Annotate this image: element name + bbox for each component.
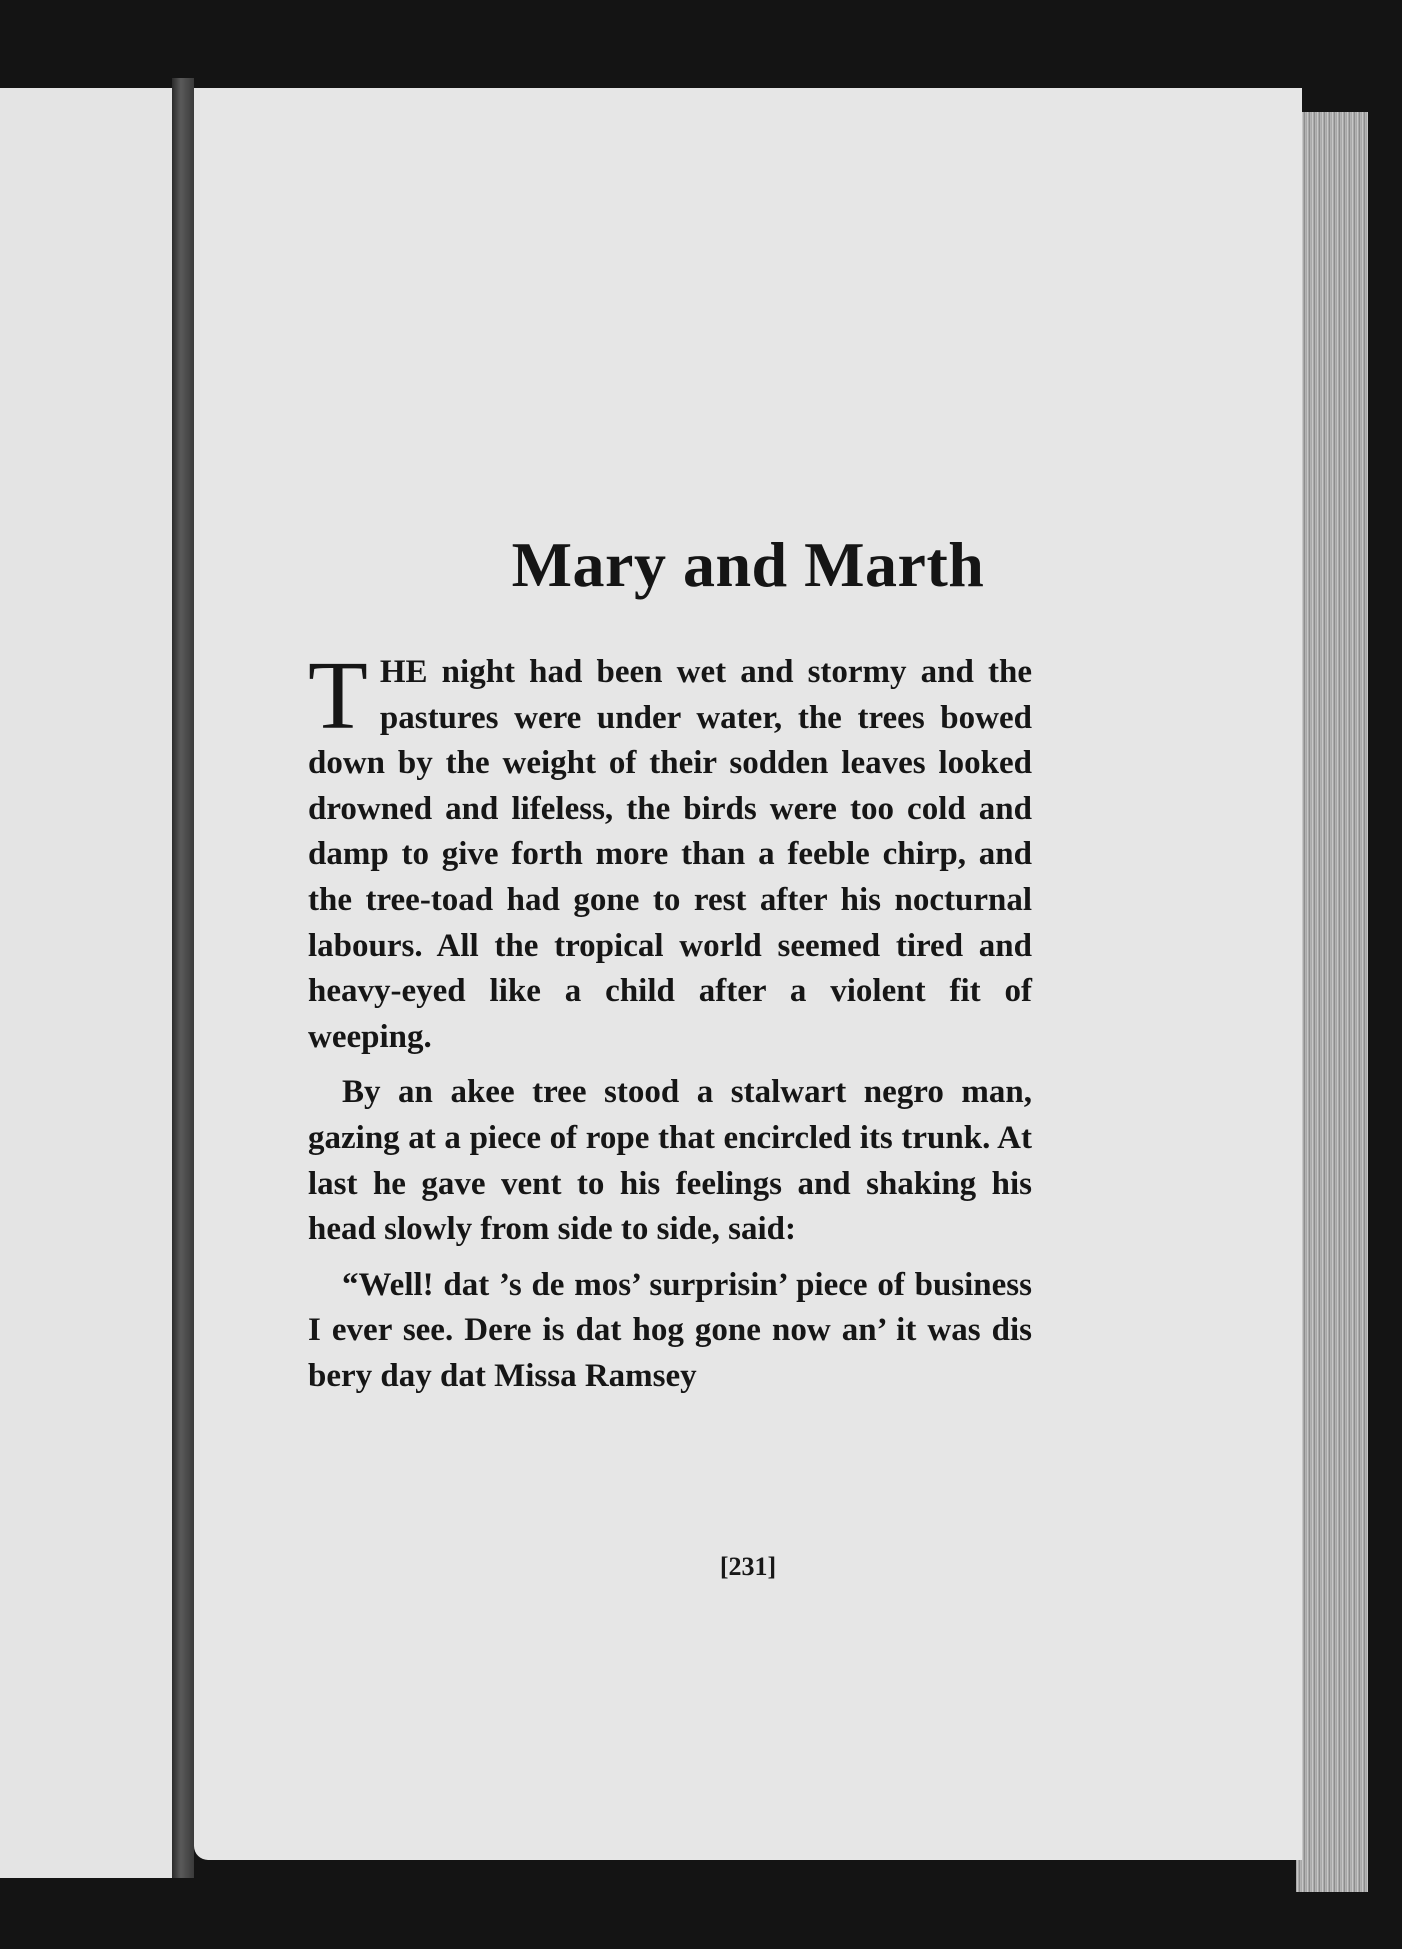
paragraph-1-text: HE night had been wet and stormy and the pastures were under water, the trees bowed down by the weight of their sodden leaves looked drowned and lifeless, the birds were too cold and damp to give forth more than a feeble chirp, and the tree-toad had gone to rest after his nocturnal labours. All the tropical world seemed tired and heavy-eyed like a child after a violent fit of weeping. <box>308 654 1032 1055</box>
facing-page <box>0 88 172 1878</box>
drop-cap: T <box>308 642 368 750</box>
paragraph-3: “Well! dat ’s de mos’ surprisin’ piece of business I ever see. Dere is dat hog gone now an’ it was dis bery day dat Missa Ramsey <box>308 1266 1032 1394</box>
paragraph-1 <box>308 642 1032 1060</box>
page-edges <box>1296 112 1368 1892</box>
chapter-title: Mary and Marth <box>511 529 985 600</box>
paragraph-2: By an akee tree stood a stalwart negro man, gazing at a piece of rope that encircled its trunk. At last he gave vent to his feelings and shaking his head slowly from side to side, said: <box>308 1074 1032 1248</box>
chapter-body <box>308 642 1032 1410</box>
book-gutter <box>172 78 194 1878</box>
page-number: [231] <box>719 1552 777 1581</box>
